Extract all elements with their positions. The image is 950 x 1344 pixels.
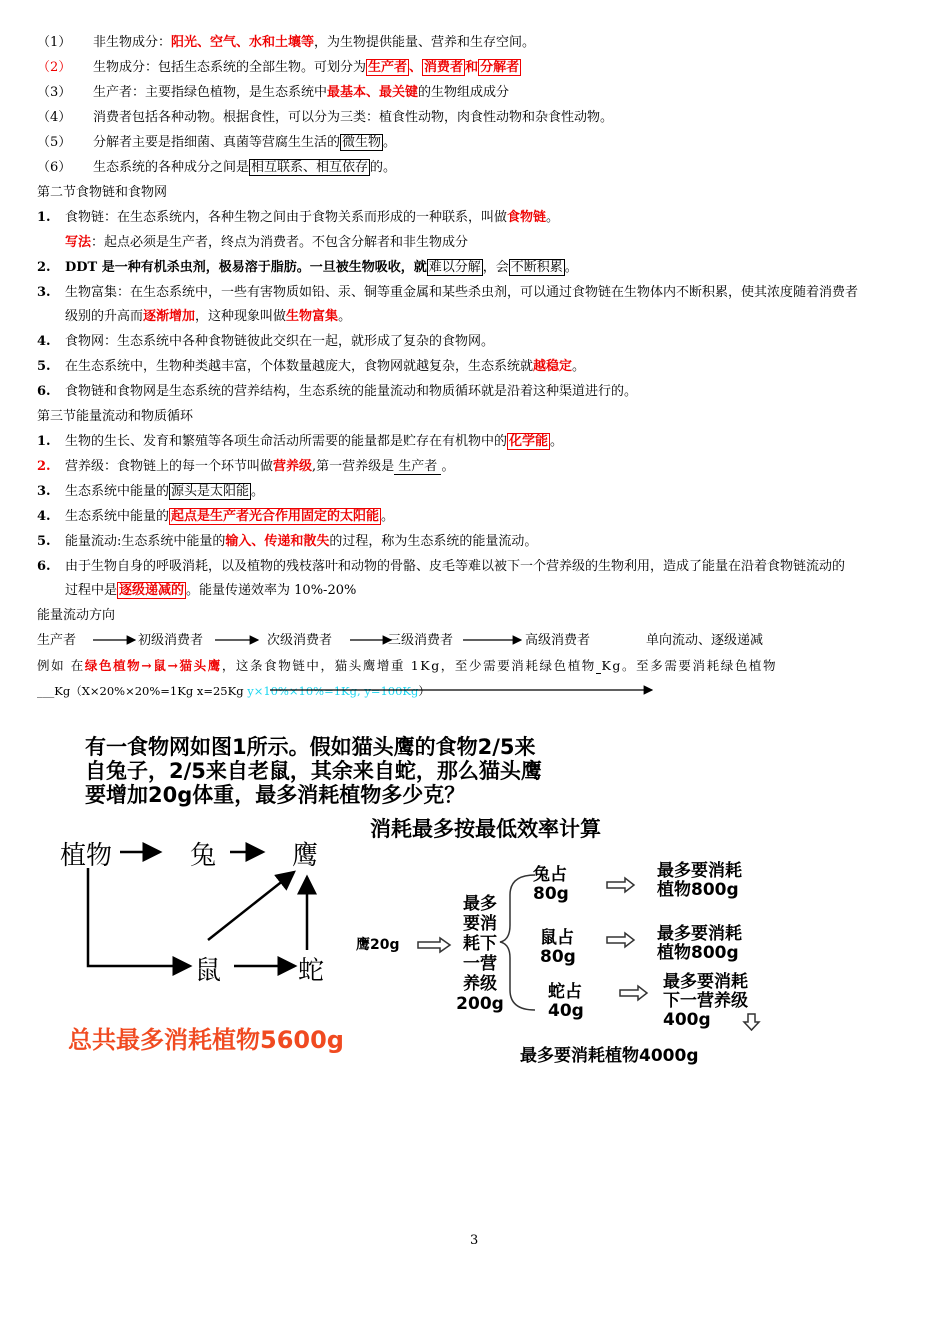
- flow-title: 能量流动方向: [37, 608, 116, 623]
- web-plant: 植物: [60, 841, 113, 871]
- page-number: 3: [470, 1233, 479, 1248]
- calc-rabbit: 最多要消耗 植物800g: [657, 861, 742, 900]
- web-rabbit: 兔: [190, 841, 217, 871]
- web-arrow-plant-mouse: [88, 868, 190, 966]
- web-snake: 蛇: [298, 956, 325, 986]
- problem-line-2: 自兔子，2/5来自老鼠，其余来自蛇，那么猫头鹰: [85, 759, 542, 783]
- component-item-2: （2） 生物成分：包括生态系统的全部生物。可划分为 生产者 、 消费者 和 分解者: [37, 60, 520, 75]
- calc-snake-final: 最多要消耗植物4000g: [520, 1046, 699, 1066]
- s2-item-5: 5. 在生态系统中，生物种类越丰富，个体数量越庞大，食物网就越复杂，生态系统就越稳定。: [37, 359, 586, 374]
- s3-item-6: 6. 由于生物自身的呼吸消耗，以及植物的残枝落叶和动物的骨骼、皮毛等难以被下一个营养级的生物利用，造成了能量在沿着食物链流动的: [37, 559, 846, 574]
- snake-share: 蛇占 40g: [548, 982, 584, 1021]
- s2-item-3: 3. 生物富集：在生态系统中，一些有害物质如铅、汞、铜等重金属和某些杀虫剂，可以通过食物链在生物体内不断积累，使其浓度随着消费者: [37, 285, 859, 300]
- section-3-heading: 第三节能量流动和物质循环: [37, 409, 194, 424]
- component-item-6: （6） 生态系统的各种成分之间是 相互联系、相互依存 的。: [37, 160, 397, 175]
- calc-snake: 最多要消耗 下一营养级 400g: [663, 972, 748, 1030]
- s3-item-5: 5. 能量流动:生态系统中能量的输入、传递和散失的过程，称为生态系统的能量流动。: [37, 534, 538, 549]
- s2-item-1-note: 写法：起点必须是生产者，终点为消费者。不包含分解者和非生物成分: [65, 235, 469, 250]
- component-item-3: （3） 生产者：主要指绿色植物，是生态系统中最基本、最关键的生物组成成分: [37, 85, 510, 100]
- s2-item-1: 1. 食物链：在生态系统内，各种生物之间由于食物关系而形成的一种联系，叫做食物链。: [37, 210, 560, 225]
- section-2-heading: 第二节食物链和食物网: [37, 185, 168, 200]
- flow-node-tertiary: 三级消费者: [388, 633, 454, 648]
- component-item-1: （1） 非生物成分：阳光、空气、水和土壤等，为生物提供能量、营养和生存空间。: [37, 35, 536, 50]
- problem-subtitle: 消耗最多按最低效率计算: [370, 817, 601, 841]
- s2-item-6: 6. 食物链和食物网是生态系统的营养结构，生态系统的能量流动和物质循环就是沿着这种渠道进行的。: [37, 384, 638, 399]
- s2-item-4: 4. 食物网：生态系统中各种食物链彼此交织在一起，就形成了复杂的食物网。: [37, 334, 495, 349]
- example-line-2: ___Kg（X×20%×20%=1Kg x=25Kg y×10%×10%=1Kg, y=100Kg）: [37, 684, 430, 698]
- component-item-5: （5） 分解者主要是指细菌、真菌等营腐生生活的 微生物 。: [37, 135, 397, 150]
- calc-arrow-2: [607, 933, 634, 947]
- hawk-arrow: [418, 938, 450, 952]
- problem-line-3: 要增加20g体重，最多消耗植物多少克？: [85, 783, 466, 807]
- calc-arrow-1: [607, 878, 634, 892]
- web-arrow-mouse-hawk: [208, 872, 294, 940]
- flow-note: 单向流动、逐级递减: [646, 633, 764, 648]
- flow-node-primary: 初级消费者: [138, 633, 204, 648]
- mid-text: 最多 要消 耗下 一营 养级 200g: [456, 894, 504, 1014]
- hawk-20g: 鹰20g: [356, 937, 400, 953]
- component-item-4: （4） 消费者包括各种动物。根据食性，可以分为三类：植食性动物，肉食性动物和杂食性动物。: [37, 110, 614, 125]
- rabbit-share: 兔占 80g: [533, 865, 569, 904]
- s3-item-2: 2. 营养级：食物链上的每一个环节叫做营养级,第一营养级是 生产者 。: [37, 459, 455, 474]
- total-answer: 总共最多消耗植物5600g: [68, 1026, 344, 1054]
- s3-item-6-cont: 过程中是 逐级递减的 。能量传递效率为 10%-20%: [65, 583, 357, 598]
- flow-node-top: 高级消费者: [525, 633, 591, 648]
- example-line-1: 例如 在绿色植物→鼠→猫头鹰，这条食物链中，猫头鹰增重 1Kg，至少需要消耗绿色植物 Kg。至多需要消耗绿色植物: [37, 658, 778, 673]
- web-mouse: 鼠: [195, 956, 222, 986]
- s2-item-2: 2. DDT 是一种有机杀虫剂，极易溶于脂肪。一旦被生物吸收，就 难以分解 ，会 不断积累 。: [37, 260, 578, 275]
- s3-item-1: 1. 生物的生长、发育和繁殖等各项生命活动所需要的能量都是贮存在有机物中的 化学能 。: [37, 434, 564, 449]
- calc-mouse: 最多要消耗 植物800g: [657, 924, 742, 963]
- s3-item-4: 4. 生态系统中能量的 起点是生产者光合作用固定的太阳能 。: [37, 509, 395, 524]
- flow-node-producer: 生产者: [37, 633, 77, 648]
- s2-item-3-cont: 级别的升高而逐渐增加，这种现象叫做生物富集。: [65, 309, 352, 324]
- web-hawk: 鹰: [292, 841, 319, 871]
- flow-node-secondary: 次级消费者: [267, 633, 333, 648]
- mouse-share: 鼠占 80g: [540, 928, 576, 967]
- s3-item-3: 3. 生态系统中能量的 源头是太阳能 。: [37, 484, 265, 499]
- calc-arrow-3: [620, 986, 647, 1000]
- problem-line-1: 有一食物网如图1所示。假如猫头鹰的食物2/5来: [85, 735, 536, 759]
